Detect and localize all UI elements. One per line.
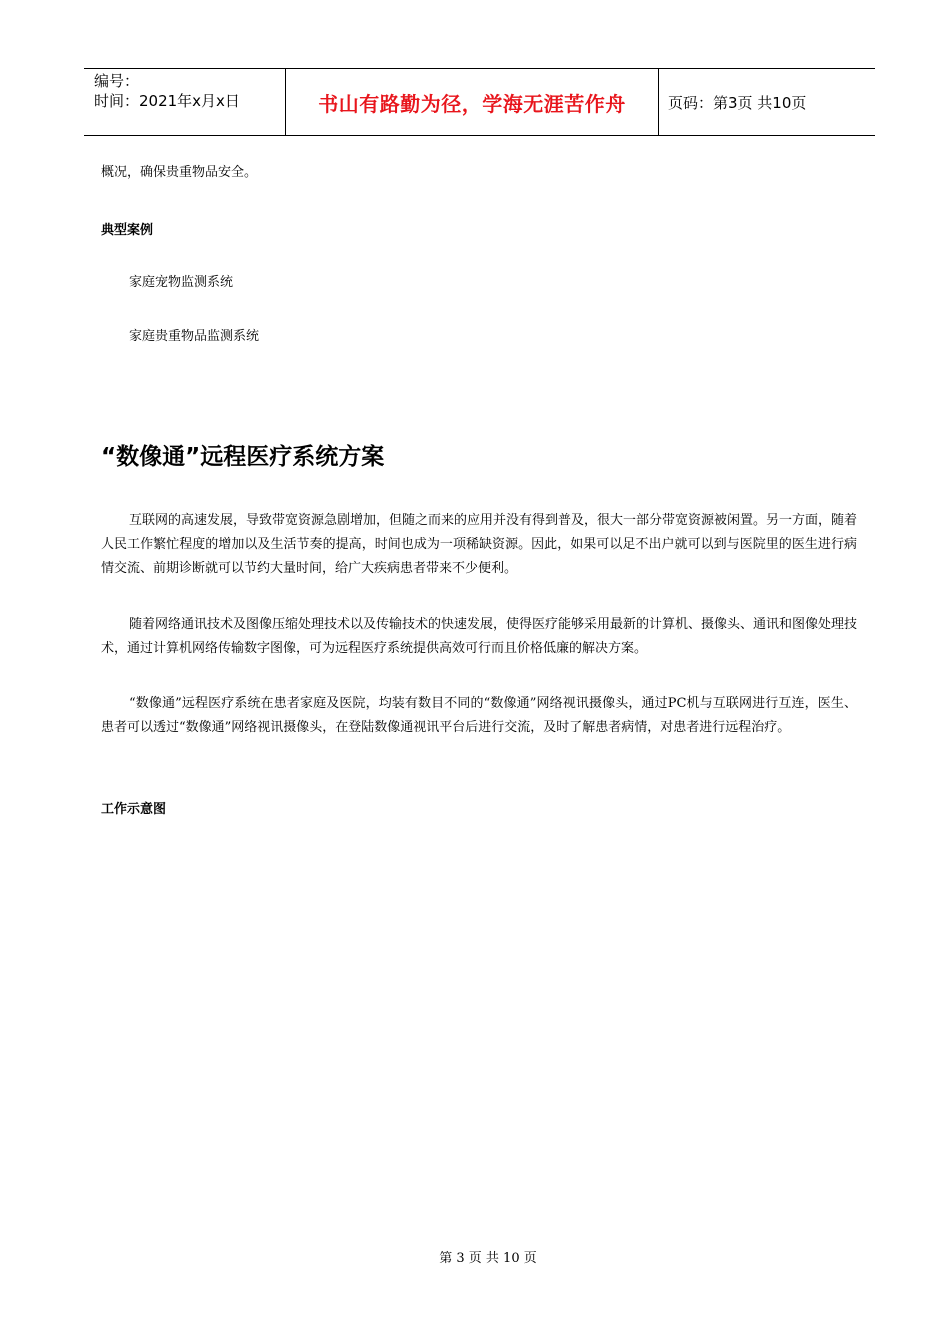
page-footer: 第 3 页 共 10 页 xyxy=(439,1251,537,1266)
diagram-heading: 工作示意图 xyxy=(101,802,167,817)
cases-heading: 典型案例 xyxy=(101,223,154,238)
section-title: “数像通”远程医疗系统方案 xyxy=(101,444,385,470)
header-page-label: 页码：第3页 共10页 xyxy=(668,93,807,112)
case-item-pet: 家庭宠物监测系统 xyxy=(129,275,234,290)
paragraph-1: 互联网的高速发展，导致带宽资源急剧增加，但随之而来的应用并没有得到普及，很大一部分带宽资源被闲置。另一方面，随着人民工作繁忙程度的增加以及生活节奏的提高，时间也成为一项稀缺资源。因此，如果可以足不出户就可以到与医院里的医生进行病情交流、前期诊断就可以节约大量时间，给广大疾病患者带来不少便利。 xyxy=(101,513,858,576)
intro-tail-text: 概况，确保贵重物品安全。 xyxy=(101,165,258,180)
paragraph-3: “数像通”远程医疗系统在患者家庭及医院，均装有数目不同的“数像通”网络视讯摄像头，通过PC机与互联网进行互连，医生、患者可以透过“数像通”网络视讯摄像头，在登陆数像通视讯平台后进行交流，及时了解患者病情，对患者进行远程治疗。 xyxy=(101,696,857,735)
case-item-valuables: 家庭贵重物品监测系统 xyxy=(129,329,260,344)
header-meta xyxy=(84,69,285,135)
page-header xyxy=(84,68,875,136)
header-motto: 书山有路勤为径，学海无涯苦作舟 xyxy=(285,69,659,135)
doc-time-label: 时间：2021年x月x日 xyxy=(94,92,240,110)
paragraph-2: 随着网络通讯技术及图像压缩处理技术以及传输技术的快速发展，使得医疗能够采用最新的计算机、摄像头、通讯和图像处理技术，通过计算机网络传输数字图像，可为远程医疗系统提供高效可行而且价格低廉的解决方案。 xyxy=(101,617,858,656)
doc-number-label: 编号： xyxy=(94,72,140,90)
